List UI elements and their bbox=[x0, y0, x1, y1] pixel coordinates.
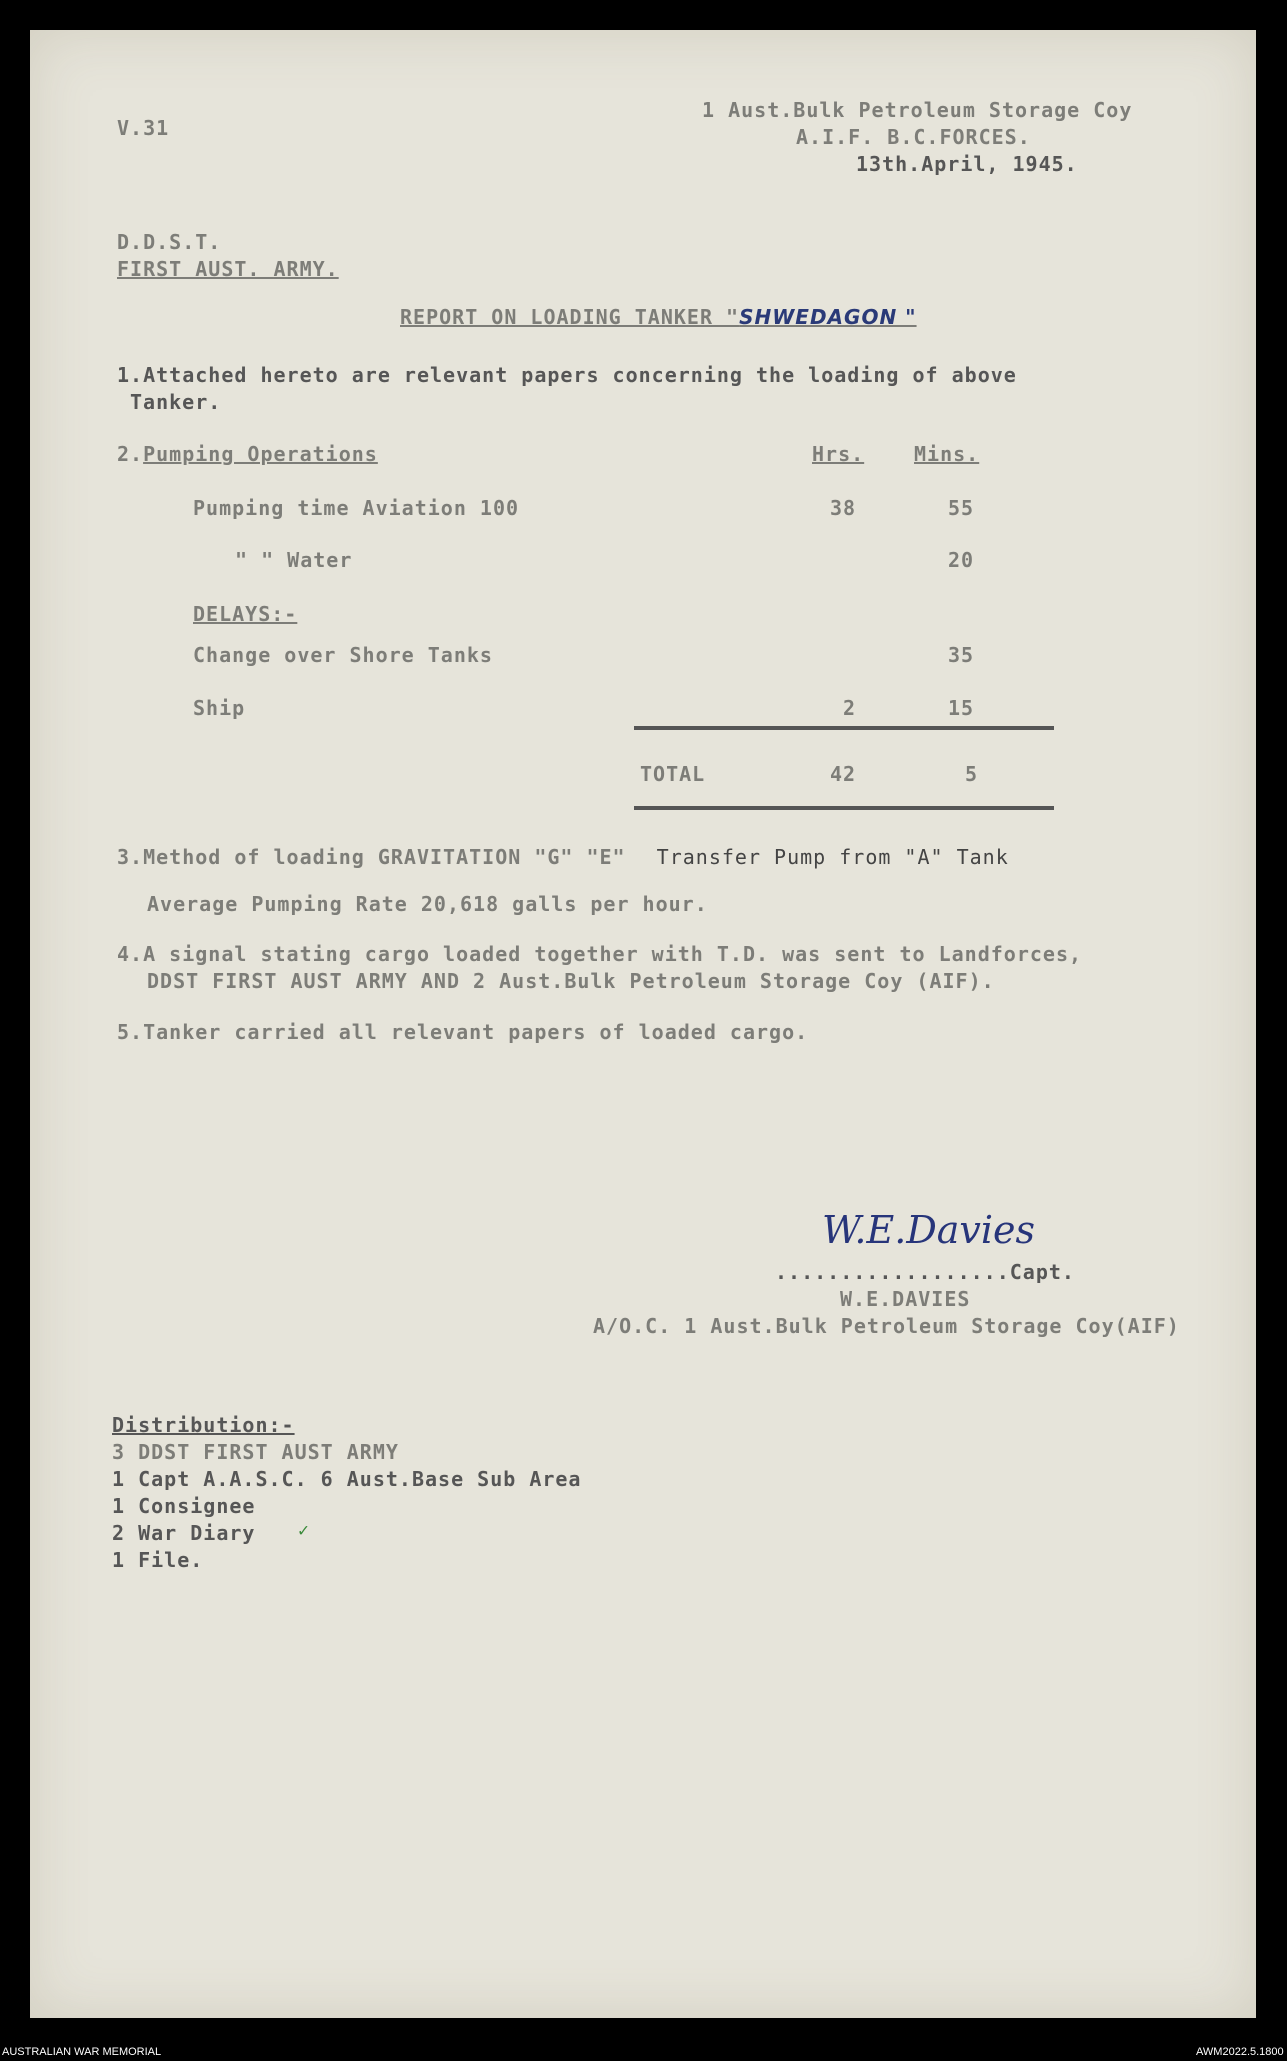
row-ship-hours: 2 bbox=[843, 696, 857, 720]
row-ship-minutes: 15 bbox=[948, 696, 975, 720]
para2-number: 2. bbox=[117, 442, 144, 466]
row-aviation-hours: 38 bbox=[830, 496, 857, 520]
para3-prefix: 3.Method of loading GRAVITATION "G" "E" bbox=[117, 845, 626, 869]
signature-name: W.E.DAVIES bbox=[840, 1287, 971, 1311]
distribution-item: 1 Consignee bbox=[112, 1494, 256, 1518]
distribution-item: 2 War Diary bbox=[112, 1521, 256, 1545]
report-title-text: REPORT ON LOADING TANKER " bbox=[400, 305, 740, 329]
column-minutes: Mins. bbox=[914, 442, 980, 466]
row-change-over-label: Change over Shore Tanks bbox=[193, 643, 493, 667]
para3-rate: Average Pumping Rate 20,618 galls per hour. bbox=[147, 892, 708, 916]
footer-archive: AUSTRALIAN WAR MEMORIAL bbox=[2, 2046, 162, 2058]
para1-line2: Tanker. bbox=[130, 390, 222, 414]
distribution-item: 3 DDST FIRST AUST ARMY bbox=[112, 1440, 399, 1464]
para2-heading bbox=[117, 442, 378, 466]
document-page bbox=[30, 30, 1256, 2018]
total-rule bbox=[634, 806, 1054, 810]
check-mark-icon: ✓ bbox=[298, 1520, 309, 1541]
footer-accession: AWM2022.5.1800 bbox=[1196, 2046, 1284, 2058]
row-aviation-label: Pumping time Aviation 100 bbox=[193, 496, 520, 520]
report-title bbox=[400, 305, 917, 329]
addressee-line2: FIRST AUST. ARMY. bbox=[117, 257, 339, 281]
row-water-minutes: 20 bbox=[948, 548, 975, 572]
total-label: TOTAL bbox=[640, 762, 706, 786]
total-minutes: 5 bbox=[965, 762, 979, 786]
distribution-item: 1 File. bbox=[112, 1548, 204, 1572]
header-unit: 1 Aust.Bulk Petroleum Storage Coy bbox=[702, 98, 1133, 122]
row-aviation-minutes: 55 bbox=[948, 496, 975, 520]
row-change-over-minutes: 35 bbox=[948, 643, 975, 667]
para3-method bbox=[117, 845, 1009, 869]
header-date: 13th.April, 1945. bbox=[856, 152, 1078, 176]
ship-name: SHWEDAGON " bbox=[739, 305, 917, 329]
column-hours: Hrs. bbox=[812, 442, 865, 466]
distribution-item: 1 Capt A.A.S.C. 6 Aust.Base Sub Area bbox=[112, 1467, 582, 1491]
signature-dots: ..................Capt. bbox=[775, 1260, 1075, 1284]
total-hours: 42 bbox=[830, 762, 857, 786]
addressee-line1: D.D.S.T. bbox=[117, 230, 222, 254]
handwritten-signature: W.E.Davies bbox=[822, 1208, 1036, 1252]
para2-heading-text: Pumping Operations bbox=[143, 442, 378, 466]
header-force: A.I.F. B.C.FORCES. bbox=[796, 125, 1031, 149]
reference-number: V.31 bbox=[117, 116, 170, 140]
para5: 5.Tanker carried all relevant papers of loaded cargo. bbox=[117, 1020, 809, 1044]
row-water-label: " " Water bbox=[235, 548, 353, 572]
delays-heading: DELAYS:- bbox=[193, 602, 298, 626]
para4-line2: DDST FIRST AUST ARMY AND 2 Aust.Bulk Petroleum Storage Coy (AIF). bbox=[147, 969, 995, 993]
signature-role: A/O.C. 1 Aust.Bulk Petroleum Storage Coy(AIF) bbox=[593, 1314, 1180, 1338]
para1-line1: 1.Attached hereto are relevant papers concerning the loading of above bbox=[117, 363, 1017, 387]
para3-pump: Transfer Pump from "A" Tank bbox=[656, 845, 1009, 869]
row-ship-label: Ship bbox=[193, 696, 246, 720]
para4-line1: 4.A signal stating cargo loaded together with T.D. was sent to Landforces, bbox=[117, 942, 1083, 966]
distribution-heading: Distribution:- bbox=[112, 1413, 295, 1437]
subtotal-rule bbox=[634, 726, 1054, 730]
